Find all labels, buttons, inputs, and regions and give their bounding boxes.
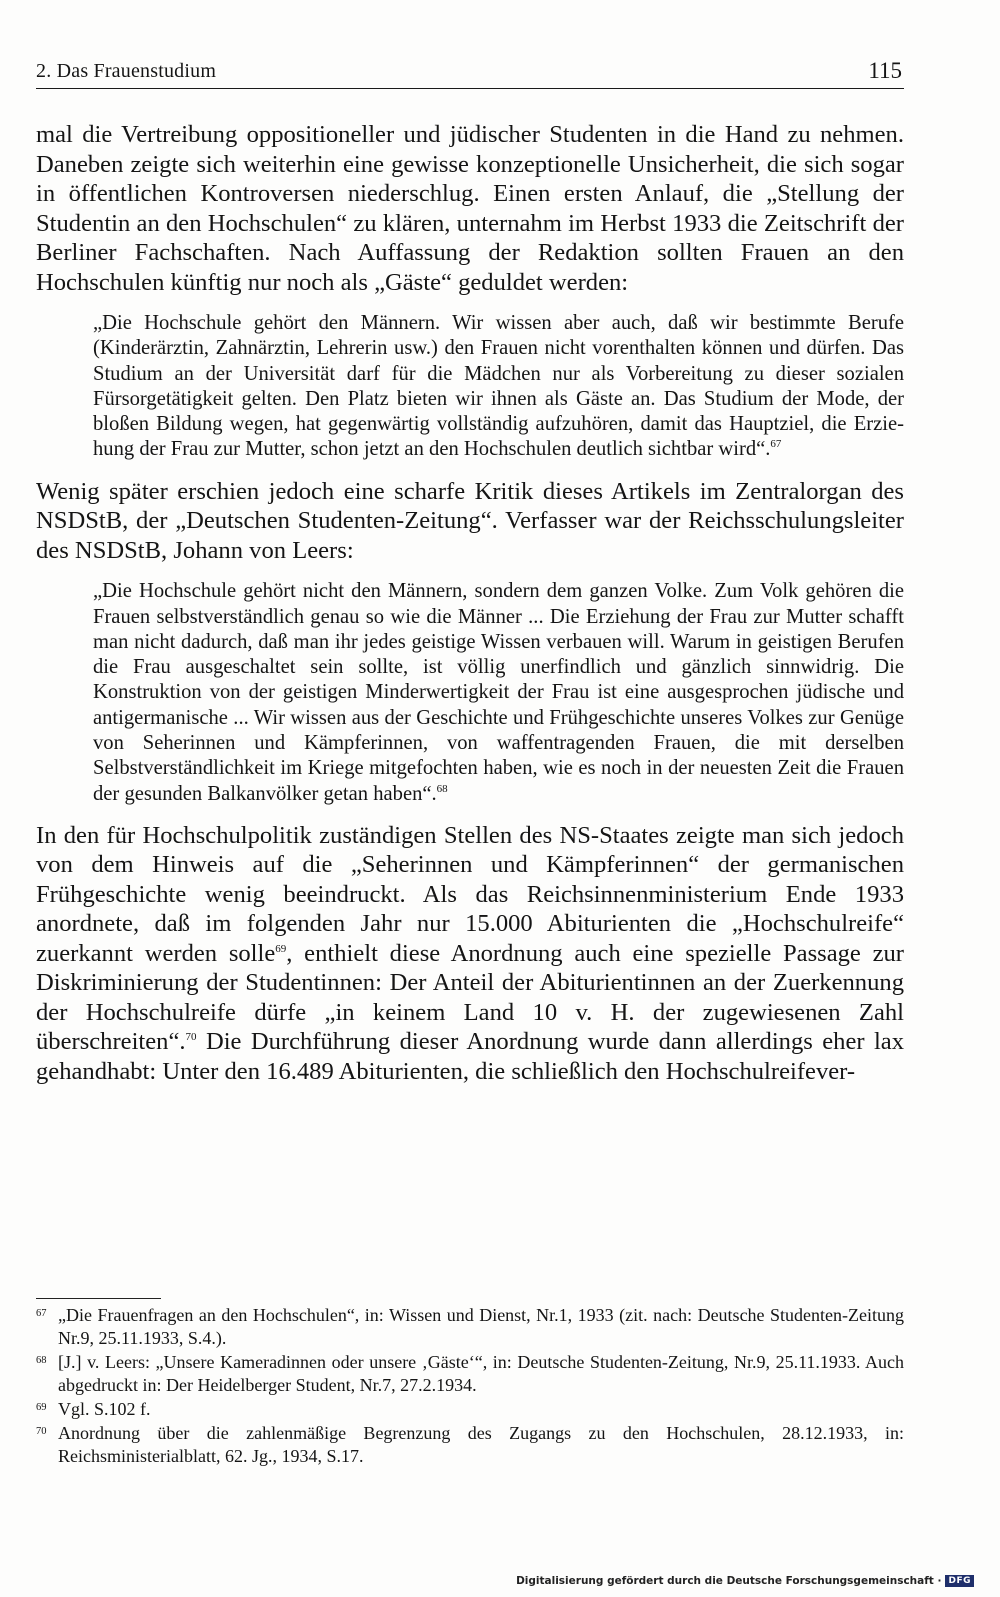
footnote-text: Anordnung über die zahlenmäßige Begrenzung des Zugangs zu den Hochschulen, 28.12.1933, in: Reichsministerialblatt, 62. Jg., 1934, S.17. [58, 1423, 904, 1466]
quote-text: „Die Hochschule gehört den Männern. Wir wissen aber auch, daß wir bestimmte Berufe (Kinderärztin, Zahnärztin, Lehrerin usw.) den Frauen nicht vorenthalten können und dürfen. Das Studium an der Universität darf für die Mädchen nur als Vorbereitung zu dieser sozialen Fürsorgetätigkeit gelten. Den Platz bieten wir ihnen als Gäste an. Das Studium der Mode, der bloßen Bildung wegen, hat gegenwärtig vollständig aufzuhören, damit das Hauptziel, die Erziehung der Frau zur Mutter, schon jetzt an den Hochschulen deutlich sichtbar wird“. [93, 312, 904, 461]
footnote-text: „Die Frauenfragen an den Hochschulen“, in: Wissen und Dienst, Nr.1, 1933 (zit. nach: Deutsche Studenten-Zeitung Nr.9, 25.11.1933, S.4.). [58, 1305, 904, 1348]
main-text [36, 120, 904, 1086]
block-quote-1 [93, 311, 904, 463]
footnote-ref-67[interactable]: 67 [770, 438, 782, 451]
footnote-number: 67 [36, 1308, 47, 1319]
footnote-69 [36, 1398, 904, 1421]
footnote-ref-68[interactable]: 68 [436, 782, 448, 795]
page-number: 115 [868, 58, 902, 83]
footnote-number: 69 [36, 1402, 47, 1413]
digitization-credit-text: Digitalisierung gefördert durch die Deutsche Forschungsgemeinschaft · [516, 1575, 942, 1587]
body-paragraph-1: mal die Vertreibung oppositioneller und jüdischer Studenten in die Hand zu nehmen. Daneben zeigte sich weiterhin eine gewisse konzeptionelle Unsicherheit, die sich sogar in öffentlichen Kontroversen niederschlug. Einen ersten Anlauf, die „Stellung der Studentin an den Hochschulen“ zu klären, unternahm im Herbst 1933 die Zeitschrift der Berliner Fachschaften. Nach Auffassung der Redaktion sollten Frauen an den Hochschulen künftig nur noch als „Gäste“ geduldet werden: [36, 121, 904, 296]
footnote-70 [36, 1422, 904, 1468]
digitization-credit [516, 1575, 974, 1587]
footnote-text: Vgl. S.102 f. [58, 1399, 151, 1419]
paragraph-text: , enthielt diese Anordnung auch eine spezielle Passage zur Diskriminierung der Studentinnen: Der Anteil der Abiturientinnen an der Zuerkennung der Hochschulreife dürfe „in keinem Land 10 v. H. der zugewiesenen Zahl überschreiten“. [36, 939, 904, 1056]
body-paragraph-3 [36, 821, 904, 1087]
running-head [36, 58, 904, 89]
footnote-ref-69[interactable]: 69 [275, 942, 287, 955]
footnote-ref-70[interactable]: 70 [185, 1031, 197, 1044]
body-paragraph-2: Wenig später erschien jedoch eine scharfe Kritik dieses Artikels im Zentralorgan des NSDStB, der „Deutschen Studenten-Zeitung“. Verfasser war der Reichsschulungsleiter des NSDStB, Johann von Leers: [36, 477, 904, 564]
footnote-divider [36, 1298, 161, 1299]
dfg-logo-icon: DFG [945, 1575, 974, 1587]
footnote-67 [36, 1304, 904, 1350]
footnote-number: 68 [36, 1355, 47, 1366]
footnotes [36, 1304, 904, 1469]
chapter-title: 2. Das Frauenstudium [36, 60, 217, 82]
paragraph-text: Die Durchführung dieser Anordnung wurde dann allerdings eher lax gehandhabt: Unter den 16.489 Abiturienten, die schließlich den Hochschulreifever- [36, 1028, 904, 1085]
paragraph-text: In den für Hochschulpolitik zuständigen Stellen des NS-Staates zeigte man sich jedoch von dem Hinweis auf die „Seherinnen und Kämpferinnen“ der germanischen Frühgeschichte wenig beeindruckt. Als das Reichsinnenministerium Ende 1933 anordnete, daß im folgenden Jahr nur 15.000 Abiturienten die „Hochschulreife“ zuerkannt werden solle [36, 821, 904, 967]
quote-text: „Die Hochschule gehört nicht den Männern, sondern dem ganzen Volke. Zum Volk gehören die Frauen selbstverständlich genau so wie die Männer ... Die Erziehung der Frau zur Mutter schafft man nicht dadurch, daß man ihr jedes geistige Wissen verbauen will. Warum in geistigen Berufen die Frau ausgeschaltet sein sollte, ist völlig unerfindlich und gänzlich sinnwidrig. Die Konstruktion von der geistigen Minderwertigkeit der Frau ist eine ausgesprochen jüdische und antigermanische ... Wir wissen aus der Geschichte und Frühgeschichte unseres Volkes zur Genüge von Seherinnen und Kämpferinnen, von waffentragenden Frauen, die mit derselben Selbstverständlichkeit im Kriege mitgefochten haben, wie es noch in der neuesten Zeit die Frauen der gesunden Balkanvölker getan haben“. [93, 580, 904, 805]
footnote-text: [J.] v. Leers: „Unsere Kameradinnen oder unsere ‚Gäste‘“, in: Deutsche Studenten-Zeitung, Nr.9, 25.11.1933. Auch abgedruckt in: Der Heidelberger Student, Nr.7, 27.2.1934. [58, 1352, 904, 1395]
block-quote-2 [93, 579, 904, 807]
footnote-68 [36, 1351, 904, 1397]
footnote-number: 70 [36, 1426, 47, 1437]
